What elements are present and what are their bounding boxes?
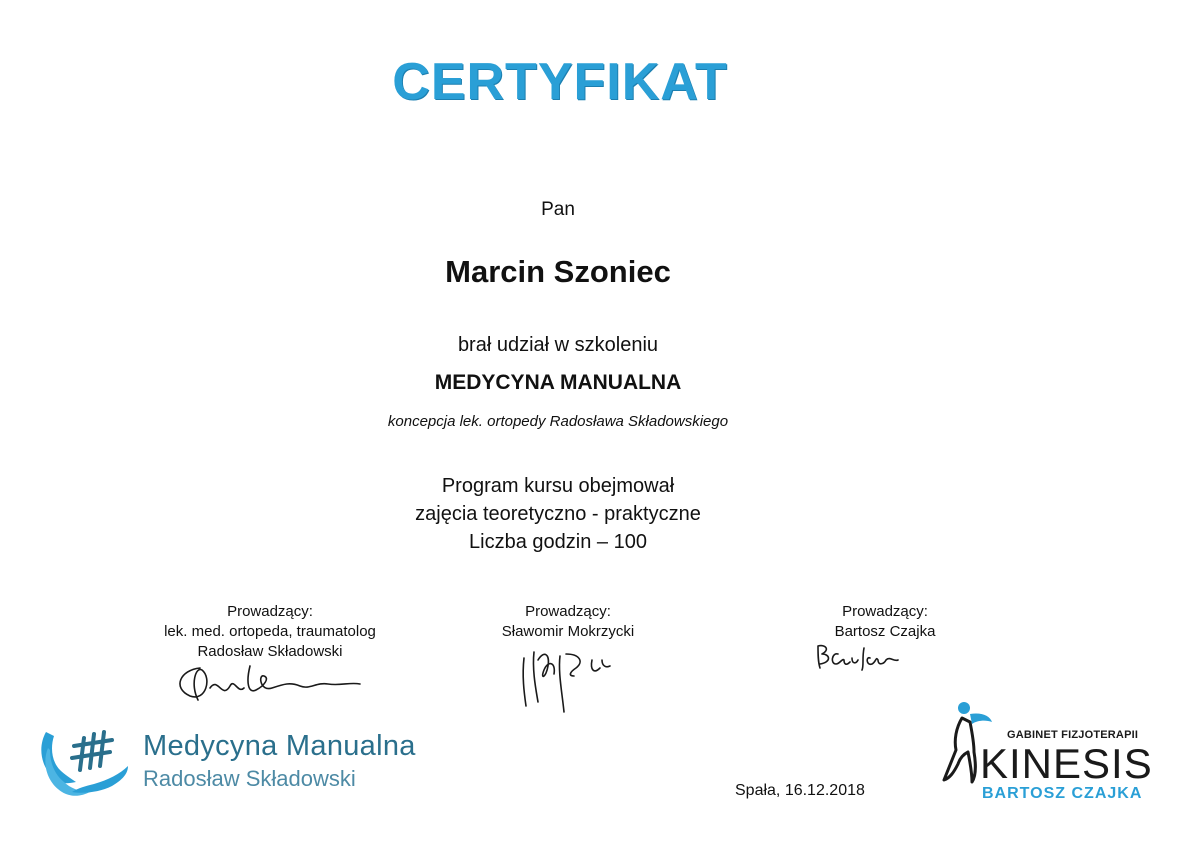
signature-3 xyxy=(812,640,912,674)
program-line: Program kursu obejmował xyxy=(441,475,675,497)
signatory-role: Prowadzący: xyxy=(525,603,611,620)
certificate-title: CERTYFIKAT xyxy=(392,53,728,111)
program-line: Liczba godzin – 100 xyxy=(469,531,647,553)
signatory-name: Sławomir Mokrzycki xyxy=(501,623,635,640)
signatory-2 xyxy=(448,602,688,642)
hands-hash-icon xyxy=(36,722,132,802)
course-name: MEDYCYNA MANUALNA xyxy=(434,371,682,394)
signatory-name: Bartosz Czajka xyxy=(834,623,936,640)
kinesis-owner: BARTOSZ CZAJKA xyxy=(982,785,1143,802)
logo-left-subtitle: Radosław Składowski xyxy=(143,766,356,791)
concept-line: koncepcja lek. ortopedy Radosława Składowskiego xyxy=(387,413,729,430)
signatory-role: Prowadzący: xyxy=(842,603,928,620)
signatory-role: Prowadzący: xyxy=(227,603,313,620)
signature-2 xyxy=(510,640,620,718)
recipient-name: Marcin Szoniec xyxy=(445,254,671,289)
signature-1 xyxy=(160,648,380,708)
signatory-title: lek. med. ortopeda, traumatolog xyxy=(164,623,376,640)
logo-left-title: Medycyna Manualna xyxy=(143,730,416,762)
salutation: Pan xyxy=(541,199,575,220)
kinesis-brand: KINESIS xyxy=(980,740,1153,787)
participation-text: brał udział w szkoleniu xyxy=(457,334,659,356)
kinesis-label: GABINET FIZJOTERAPII xyxy=(1007,729,1139,741)
place-date: Spała, 16.12.2018 xyxy=(735,782,865,799)
signatory-3 xyxy=(770,602,1000,642)
signatory-name: Radosław Składowski xyxy=(197,643,343,660)
program-line: zajęcia teoretyczno - praktyczne xyxy=(415,503,701,525)
